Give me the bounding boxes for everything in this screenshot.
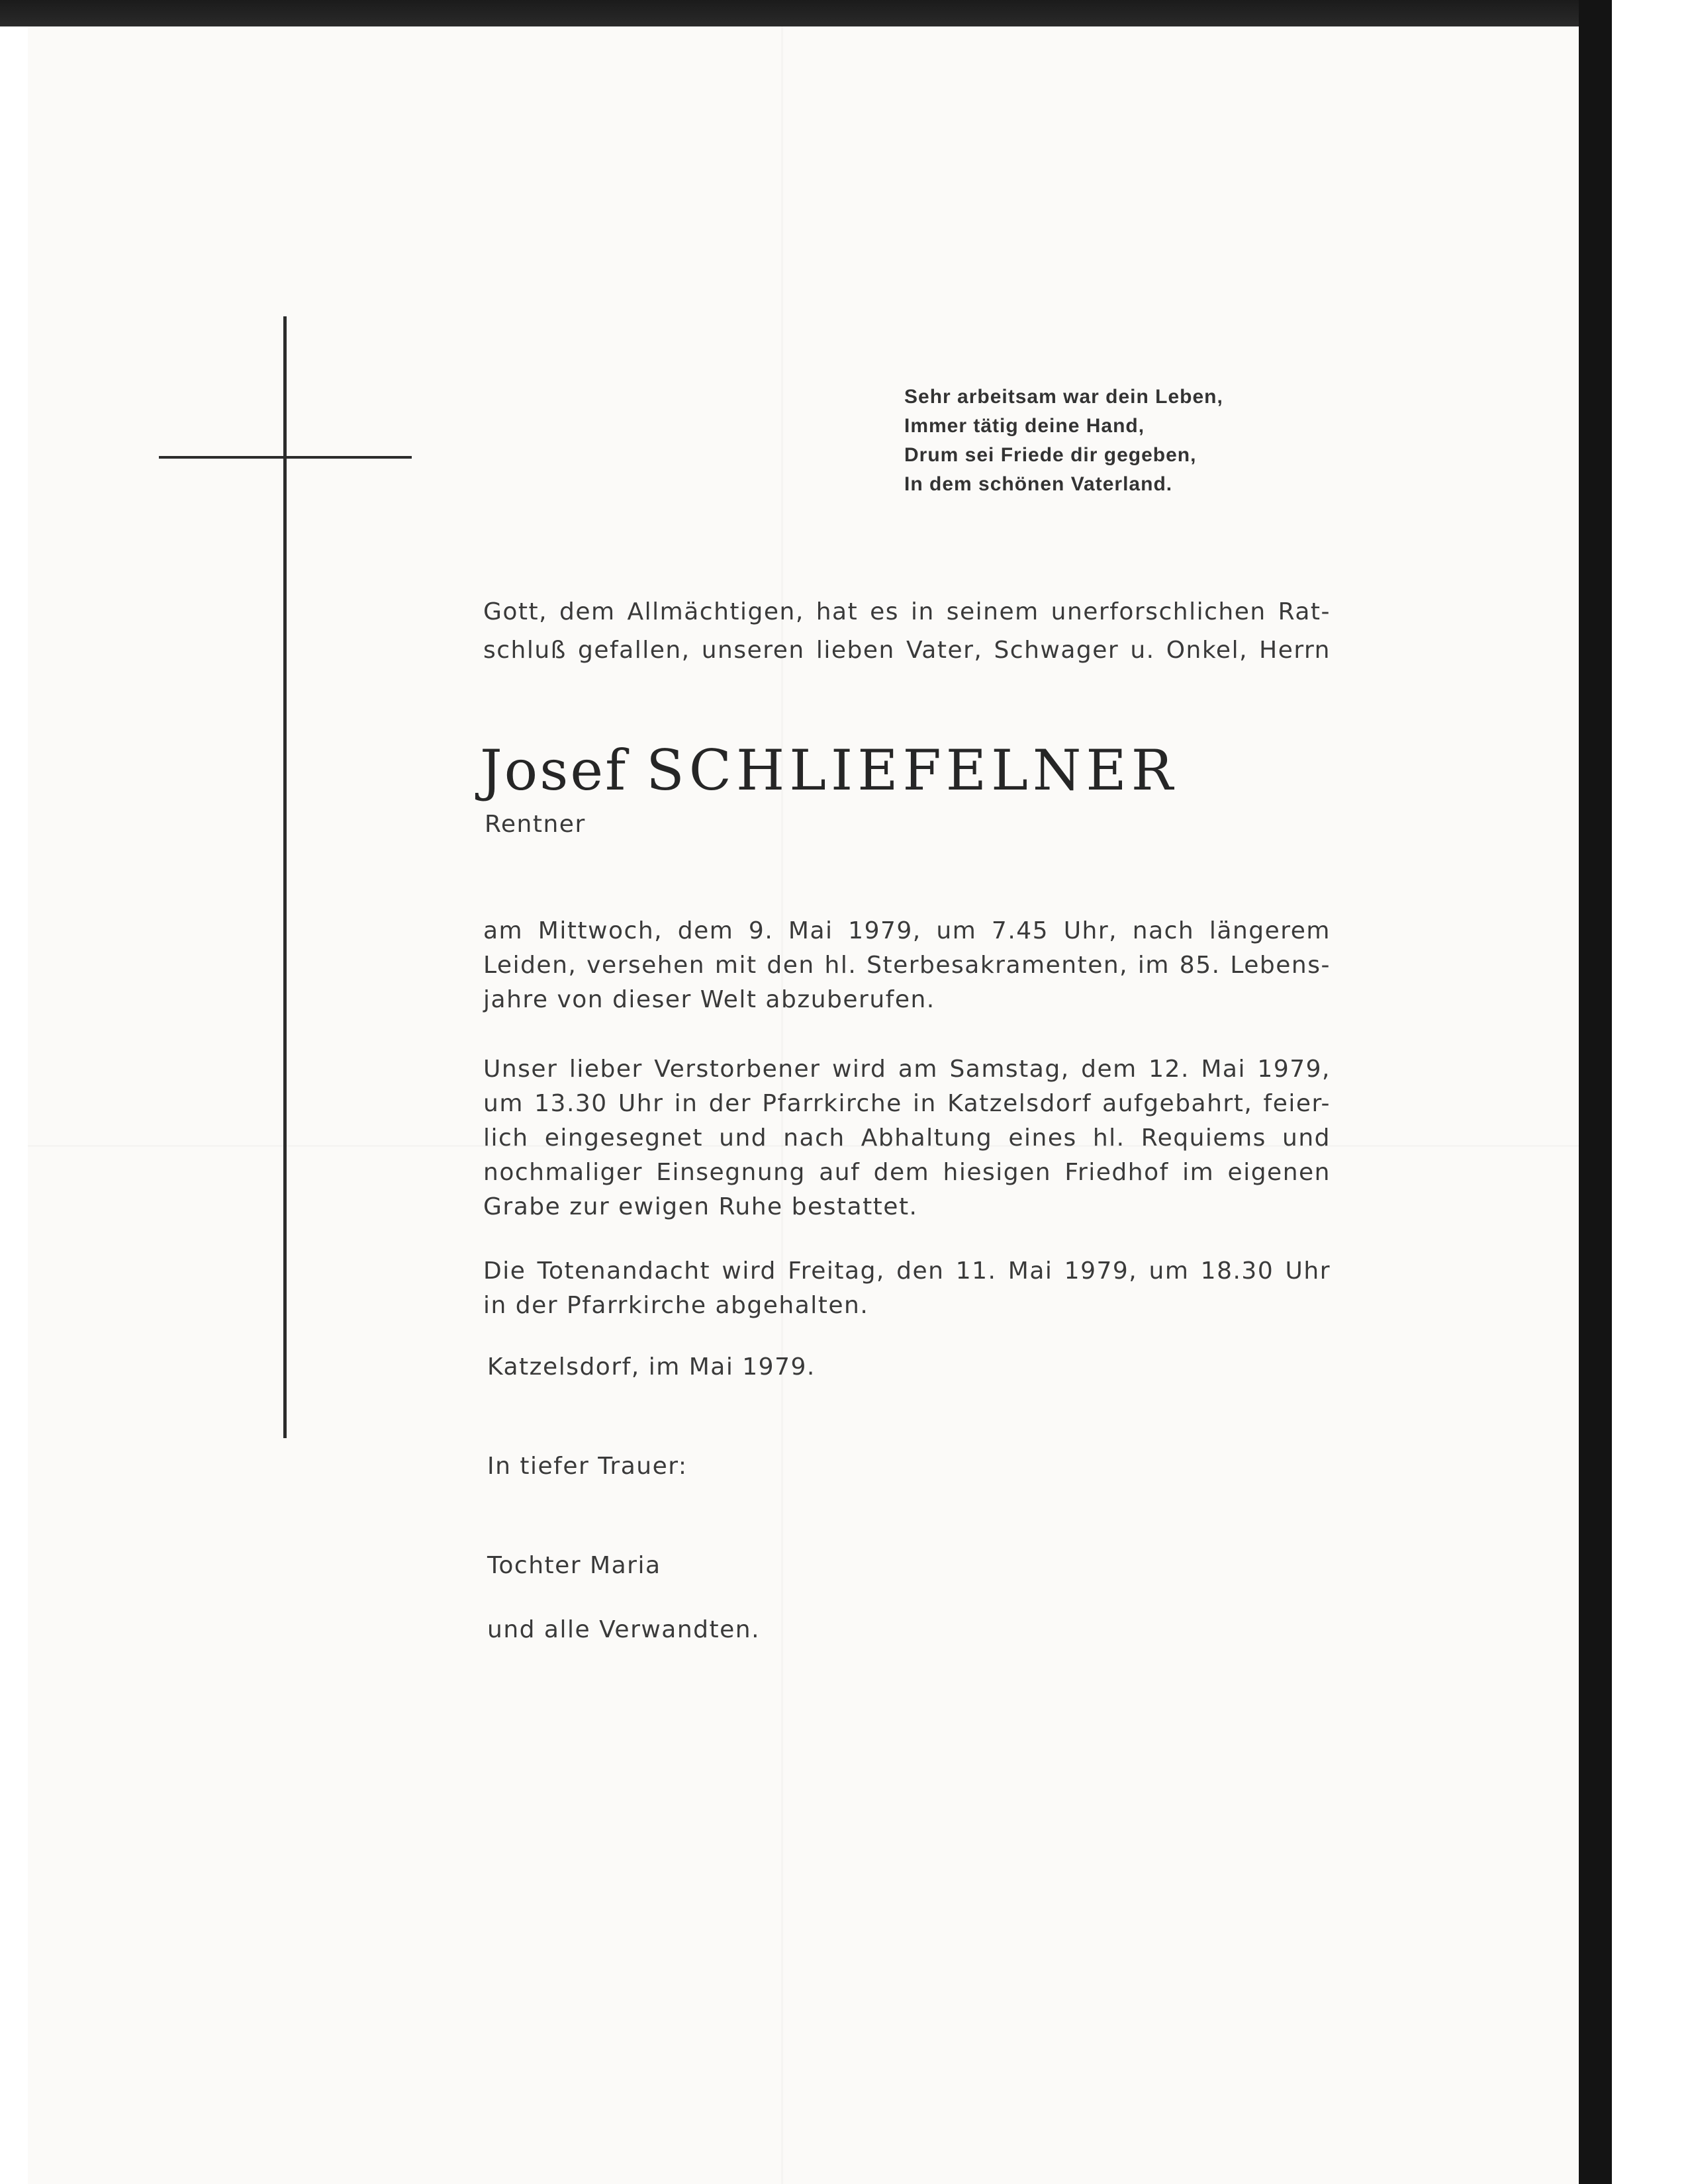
funeral-line: Grabe zur ewigen Ruhe bestattet. [483, 1193, 918, 1220]
funeral-line: nochmaliger Einsegnung auf dem hiesigen Friedhof im eigenen [483, 1159, 1331, 1186]
mourner-daughter: Tochter Maria [487, 1552, 661, 1579]
intro-paragraph [483, 593, 1331, 670]
scan-edge-top [0, 0, 1589, 26]
intro-line: Gott, dem Allmächtigen, hat es in seinem unerforschlichen Rat- [483, 598, 1331, 625]
intro-line: schluß gefallen, unseren lieben Vater, Schwager u. Onkel, Herrn [483, 637, 1331, 664]
poem-line: Immer tätig deine Hand, [904, 415, 1145, 437]
deceased-surname: SCHLIEFELNER [646, 738, 1178, 803]
poem-line: Drum sei Friede dir gegeben, [904, 444, 1197, 466]
deceased-first-name: Josef [480, 738, 628, 803]
funeral-line: um 13.30 Uhr in der Pfarrkirche in Katzelsdorf aufgebahrt, feier- [483, 1090, 1331, 1117]
funeral-line: Unser lieber Verstorbener wird am Samstag, dem 12. Mai 1979, [483, 1056, 1331, 1083]
mourning-heading: In tiefer Trauer: [487, 1453, 688, 1480]
deceased-occupation: Rentner [485, 811, 586, 838]
vigil-line: in der Pfarrkirche abgehalten. [483, 1292, 869, 1319]
cross-icon-crossbar [159, 456, 412, 459]
cross-icon [283, 316, 287, 1438]
place-date: Katzelsdorf, im Mai 1979. [487, 1353, 816, 1381]
death-notice-line: Leiden, versehen mit den hl. Sterbesakramenten, im 85. Lebens- [483, 952, 1331, 979]
poem-line: Sehr arbeitsam war dein Leben, [904, 386, 1223, 408]
deceased-name [480, 738, 1178, 803]
funeral-paragraph [483, 1052, 1331, 1224]
poem-line: In dem schönen Vaterland. [904, 473, 1173, 495]
memorial-poem [904, 383, 1223, 499]
mourner-relatives: und alle Verwandten. [487, 1616, 761, 1643]
death-notice-paragraph [483, 914, 1331, 1017]
vigil-line: Die Totenandacht wird Freitag, den 11. Mai 1979, um 18.30 Uhr [483, 1257, 1331, 1285]
scan-edge-right [1579, 0, 1612, 2184]
death-notice-line: am Mittwoch, dem 9. Mai 1979, um 7.45 Uhr, nach längerem [483, 917, 1331, 944]
scan-margin-left [0, 0, 28, 2184]
death-notice-line: jahre von dieser Welt abzuberufen. [483, 986, 935, 1013]
vigil-paragraph [483, 1254, 1331, 1323]
funeral-line: lich eingesegnet und nach Abhaltung eines hl. Requiems und [483, 1124, 1331, 1152]
